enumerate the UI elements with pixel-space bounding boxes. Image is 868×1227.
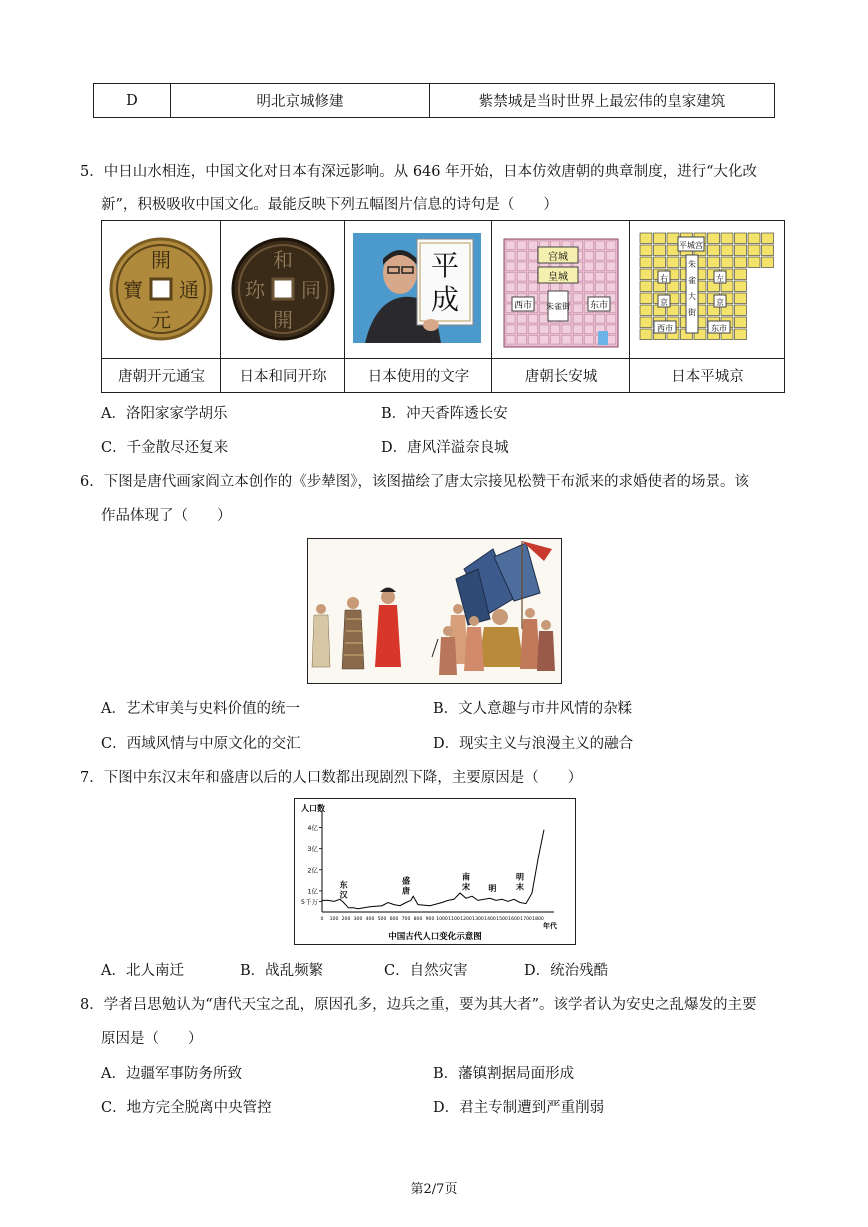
population-line [322,830,544,909]
page-number: 第2/7页 [410,1182,458,1197]
y-tick-label: 2亿 [307,866,318,875]
q6-option-b[interactable]: B．文人意趣与市井风情的杂糅 [433,701,633,717]
heijokyo-map [630,221,785,357]
y-tick-label: 3亿 [307,845,318,854]
map-label-xishi: 西市 [513,301,533,311]
chart-annotation: 宋 [462,882,470,892]
map-label-da: 大 [688,292,696,301]
x-tick-label: 1600 [508,917,520,922]
x-tick-label: 800 [413,917,423,922]
q7-option-d[interactable]: D．统治残酷 [524,963,609,979]
table-cell-event: 明北京城修建 [171,84,430,118]
x-tick-label: 200 [341,917,351,922]
coin-char-bottom: 元 [151,308,171,332]
coin-char-bottom: 開 [273,308,293,332]
map-label-zhuquejie: 朱雀街 [546,302,570,311]
q8-option-d[interactable]: D．君主专制遭到严重削弱 [433,1100,605,1116]
population-chart [294,798,576,945]
coin-char-top: 開 [151,248,171,272]
q6-stem-line1: 6．下图是唐代画家阎立本创作的《步辇图》，该图描绘了唐太宗接见松赞干布派来的求婚使者的场景。该 [80,474,749,490]
x-tick-label: 700 [401,917,411,922]
coin-char-right: 同 [301,278,321,302]
q8-option-c[interactable]: C．地方完全脱离中央管控 [101,1100,272,1116]
chart-annotation: 唐 [402,886,410,896]
answer-table-row-d [93,83,775,118]
x-tick-label: 1700 [520,917,532,922]
x-tick-label: 1300 [472,917,484,922]
q6-option-c[interactable]: C．西域风情与中原文化的交汇 [101,736,301,752]
x-tick-label: 1400 [484,917,496,922]
population-chart-svg [295,799,575,944]
q8-stem-line1: 8．学者吕思勉认为“唐代天宝之乱，原因孔多，边兵之重，要为其大者”。该学者认为安史之乱爆发的主要 [80,997,757,1013]
map-label-jing-right: 京 [660,298,668,307]
map-label-huangcheng: 皇城 [548,272,568,283]
x-tick-label: 600 [389,917,399,922]
image-cell-heisei [345,221,492,393]
coin-char-left: 珎 [245,278,265,302]
image-cell-kaiyuan [102,221,221,393]
x-tick-label: 100 [329,917,339,922]
heisei-announcement-photo [345,221,492,357]
chart-annotation: 东 [339,880,348,890]
q5-option-d[interactable]: D．唐风洋溢奈良城 [381,440,509,456]
map-label-zhu: 朱 [688,260,696,269]
caption-heisei: 日本使用的文字 [367,369,470,385]
chart-xlabel: 年代 [543,922,557,930]
sign-char-1: 平 [430,249,460,282]
chart-annotation: 明 [488,883,497,893]
coin-char-top: 和 [273,248,293,272]
y-tick-label: 1亿 [307,887,318,896]
image-cell-changan [492,221,630,393]
wadokaichin-coin-image [221,221,345,357]
chart-annotation: 汉 [339,890,348,900]
table-cell-description: 紫禁城是当时世界上最宏伟的皇家建筑 [430,84,775,118]
q5-image-table [101,220,785,393]
map-label-dongshi: 东市 [711,324,727,333]
x-tick-label: 900 [425,917,435,922]
map-label-xishi: 西市 [657,324,673,333]
image-cell-wadokaichin [221,221,345,393]
chart-title: 中国古代人口变化示意图 [388,932,482,942]
coin-char-left: 寶 [123,278,143,302]
q8-option-b[interactable]: B．藩镇割据局面形成 [433,1066,575,1082]
q7-option-c[interactable]: C．自然灾害 [384,963,468,979]
map-label-jie: 街 [688,308,696,317]
caption-wadokaichin: 日本和同开珎 [239,369,327,385]
q8-stem-line2: 原因是（ ） [101,1031,203,1047]
chart-ylabel: 人口数 [301,804,325,813]
map-label-dongshi: 东市 [589,301,609,311]
y-tick-label: 4亿 [307,824,318,833]
x-tick-label: 400 [365,917,375,922]
map-label-que: 雀 [688,276,696,285]
x-tick-label: 1500 [496,917,508,922]
x-tick-label: 1200 [460,917,472,922]
chart-annotation: 明 [516,872,524,882]
q6-option-d[interactable]: D．现实主义与浪漫主义的融合 [433,736,634,752]
caption-heijokyo: 日本平城京 [671,369,744,385]
table-cell-letter: D [94,84,171,118]
chart-annotation: 南 [462,872,470,882]
changan-map [492,221,630,357]
coin-char-right: 通 [179,278,199,302]
caption-kaiyuan: 唐朝开元通宝 [118,369,205,385]
image-cell-heijokyo [630,221,785,393]
bunian-painting [307,538,562,684]
x-tick-label: 1800 [532,917,544,922]
x-tick-label: 1000 [436,917,448,922]
q5-option-b[interactable]: B．冲天香阵透长安 [381,406,508,422]
map-label-gongcheng: 宫城 [548,252,568,263]
map-label-jing-left: 京 [716,298,724,307]
map-label-heijogu: 平城宫 [679,241,703,250]
q5-option-c[interactable]: C．千金散尽还复来 [101,440,229,456]
q5-stem-line1: 5．中日山水相连，中国文化对日本有深远影响。从 646 年开始，日本仿效唐朝的典章制度，进行“大化改 [80,164,758,180]
q5-option-a[interactable]: A．洛阳家家学胡乐 [101,406,228,422]
chart-annotation: 盛 [402,876,410,886]
q8-option-a[interactable]: A．边疆军事防务所致 [101,1066,242,1082]
x-tick-label: 500 [377,917,387,922]
caption-changan: 唐朝长安城 [524,369,598,385]
q7-option-b[interactable]: B．战乱频繁 [240,963,324,979]
y-tick-label: 5千万 [300,897,318,906]
q5-stem-line2: 新”，积极吸收中国文化。最能反映下列五幅图片信息的诗句是（ ） [101,197,558,213]
q6-option-a[interactable]: A．艺术审美与史料价值的统一 [101,701,300,717]
x-tick-label: 1100 [448,917,460,922]
q7-option-a[interactable]: A．北人南迁 [101,963,184,979]
sign-char-2: 成 [430,283,460,316]
q6-stem-line2: 作品体现了（ ） [101,508,232,524]
q7-stem: 7．下图中东汉末年和盛唐以后的人口数都出现剧烈下降，主要原因是（ ） [80,770,583,786]
x-tick-label: 300 [353,917,363,922]
map-label-you: 右 [660,274,668,283]
chart-annotation: 末 [516,882,524,892]
x-tick-label: 0 [320,917,324,922]
map-label-zuo: 左 [716,274,724,283]
kaiyuan-coin-image [102,221,221,357]
